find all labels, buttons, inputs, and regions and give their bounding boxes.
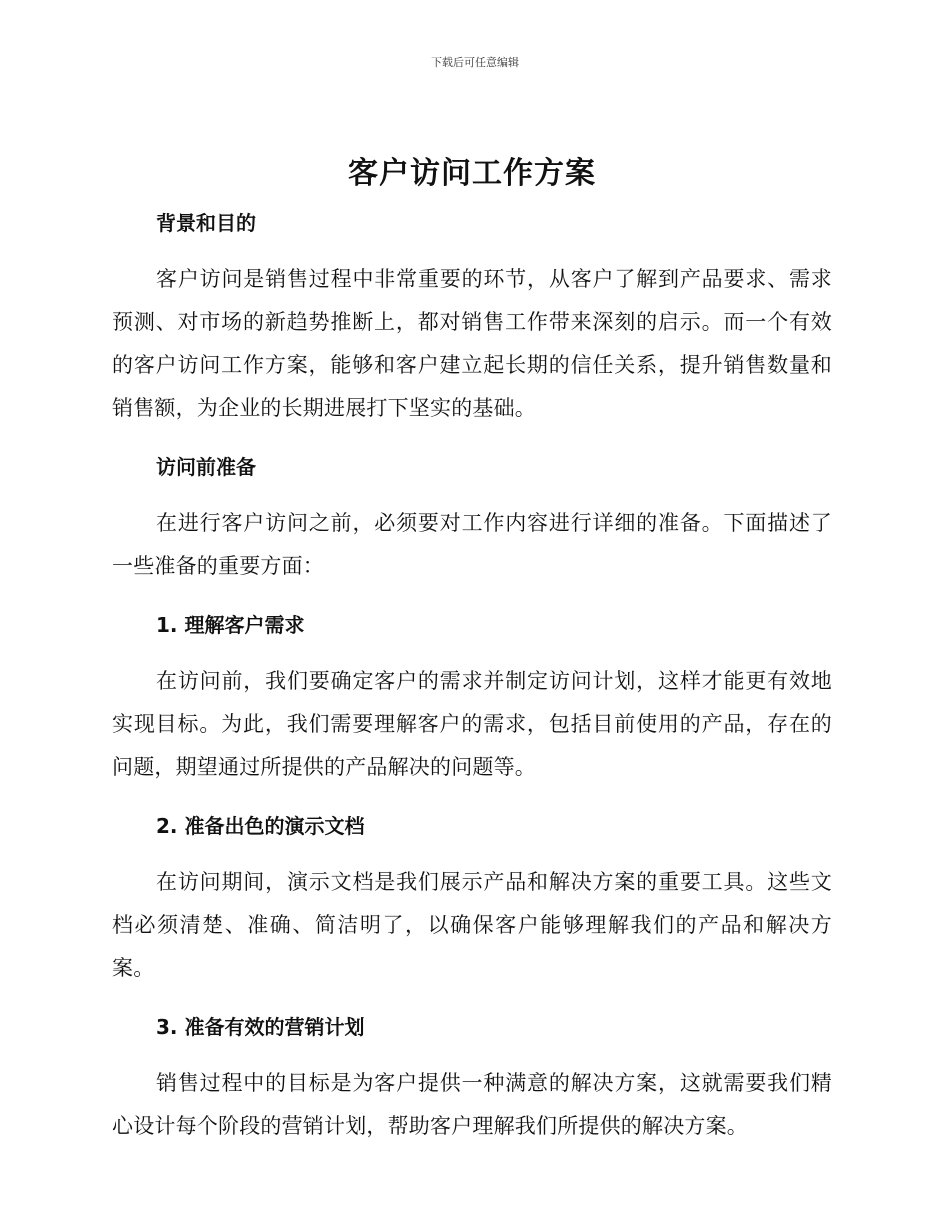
section-paragraph-marketing-plan: 销售过程中的目标是为客户提供一种满意的解决方案，这就需要我们精心设计每个阶段的营销计划，帮助客户理解我们所提供的解决方案。 xyxy=(112,1071,832,1138)
document-body xyxy=(112,148,832,1148)
section-paragraph-preparation: 在进行客户访问之前，必须要对工作内容进行详细的准备。下面描述了一些准备的重要方面： xyxy=(112,511,832,578)
section-heading-background: 背景和目的 xyxy=(156,211,256,235)
section-paragraph-presentation: 在访问期间，演示文档是我们展示产品和解决方案的重要工具。这些文档必须清楚、准确、简洁明了，以确保客户能够理解我们的产品和解决方案。 xyxy=(112,870,832,980)
section-paragraph-customer-needs: 在访问前，我们要确定客户的需求并制定访问计划，这样才能更有效地实现目标。为此，我们需要理解客户的需求，包括目前使用的产品，存在的问题，期望通过所提供的产品解决的问题等。 xyxy=(112,669,832,779)
header-note: 下载后可任意编辑 xyxy=(431,56,519,69)
section-heading-preparation: 访问前准备 xyxy=(156,455,256,479)
section-paragraph-background: 客户访问是销售过程中非常重要的环节，从客户了解到产品要求、需求预测、对市场的新趋势推断上，都对销售工作带来深刻的启示。而一个有效的客户访问工作方案，能够和客户建立起长期的信任关系，提升销售数量和销售额，为企业的长期进展打下坚实的基础。 xyxy=(112,267,832,420)
document-title: 客户访问工作方案 xyxy=(348,156,596,191)
section-heading-customer-needs: 1. 理解客户需求 xyxy=(156,613,305,637)
section-heading-marketing-plan: 3. 准备有效的营销计划 xyxy=(156,1015,365,1039)
section-heading-presentation: 2. 准备出色的演示文档 xyxy=(156,814,365,838)
